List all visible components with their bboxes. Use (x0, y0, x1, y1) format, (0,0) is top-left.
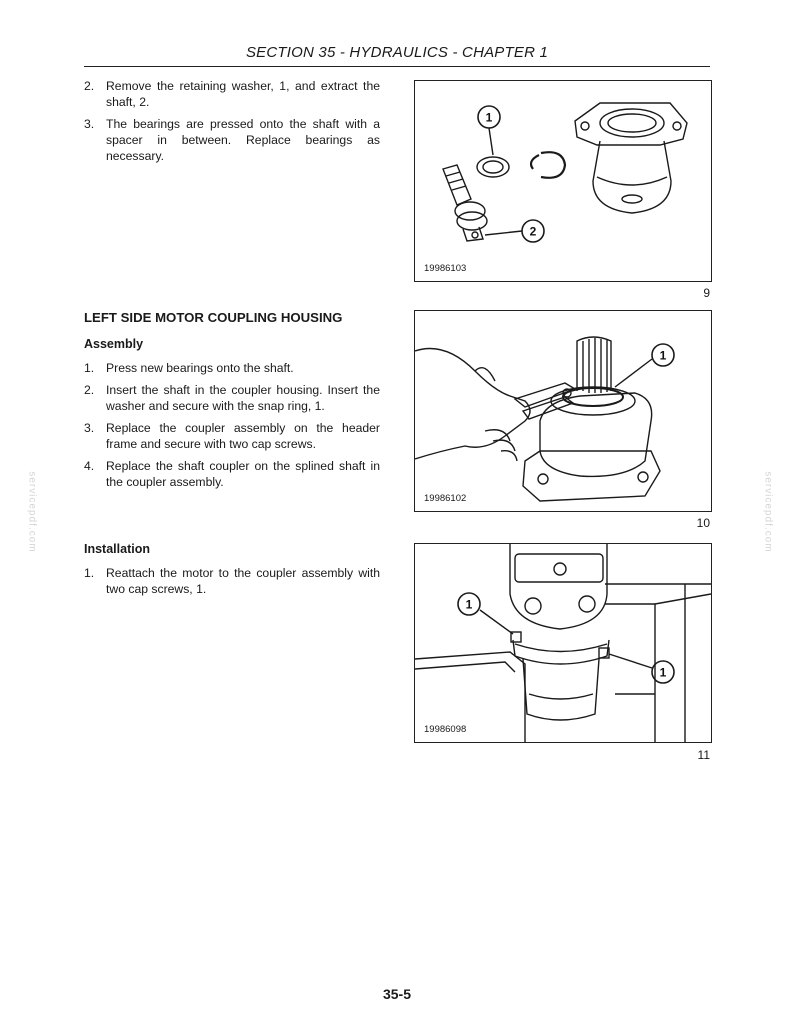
snap-ring-illustration (415, 311, 711, 511)
callout-2: 2 (529, 224, 537, 239)
figure-number: 9 (703, 286, 710, 300)
section-heading: LEFT SIDE MOTOR COUPLING HOUSING (84, 310, 343, 325)
callout-1-left: 1 (465, 597, 473, 612)
header-rule (84, 66, 710, 67)
figure-code: 19986103 (424, 263, 467, 274)
callout-1-right: 1 (659, 665, 667, 680)
step-item: 3. The bearings are pressed onto the shaft with a spacer in between. Replace bearings as necessary. (84, 117, 380, 163)
step-item: 1. Press new bearings onto the shaft. (84, 361, 294, 375)
callout-1: 1 (659, 348, 667, 363)
step-item: 4. Replace the shaft coupler on the splined shaft in the coupler assembly. (84, 459, 380, 489)
section-header: SECTION 35 - HYDRAULICS - CHAPTER 1 (245, 44, 549, 61)
subheading-installation: Installation (84, 542, 150, 556)
figure-shaft-exploded (414, 80, 712, 282)
shaft-exploded-illustration (415, 81, 711, 281)
figure-code: 19986102 (424, 493, 467, 504)
step-item: 3. Replace the coupler assembly on the header frame and secure with two cap screws. (84, 421, 380, 451)
subheading-assembly: Assembly (84, 337, 144, 351)
steps-block-assembly (84, 310, 380, 496)
callout-1: 1 (485, 110, 493, 125)
watermark-left: servicepdf.com (26, 471, 38, 553)
step-item: 2. Insert the shaft in the coupler housing. Insert the washer and secure with the snap ring, 1. (84, 383, 380, 413)
figure-snap-ring-install (414, 310, 712, 512)
figure-code: 19986098 (424, 724, 467, 735)
watermark-right: servicepdf.com (762, 471, 774, 553)
motor-installation-illustration (415, 544, 711, 742)
step-item: 2. Remove the retaining washer, 1, and extract the shaft, 2. (84, 79, 380, 109)
steps-block-installation (84, 541, 380, 603)
step-item: 1. Reattach the motor to the coupler assembly with two cap screws, 1. (84, 566, 380, 596)
page-number: 35-5 (382, 986, 412, 1002)
figure-number: 10 (696, 516, 710, 530)
figure-motor-installation (414, 543, 712, 743)
figure-number: 11 (697, 748, 710, 762)
steps-block-shaft (84, 78, 380, 170)
